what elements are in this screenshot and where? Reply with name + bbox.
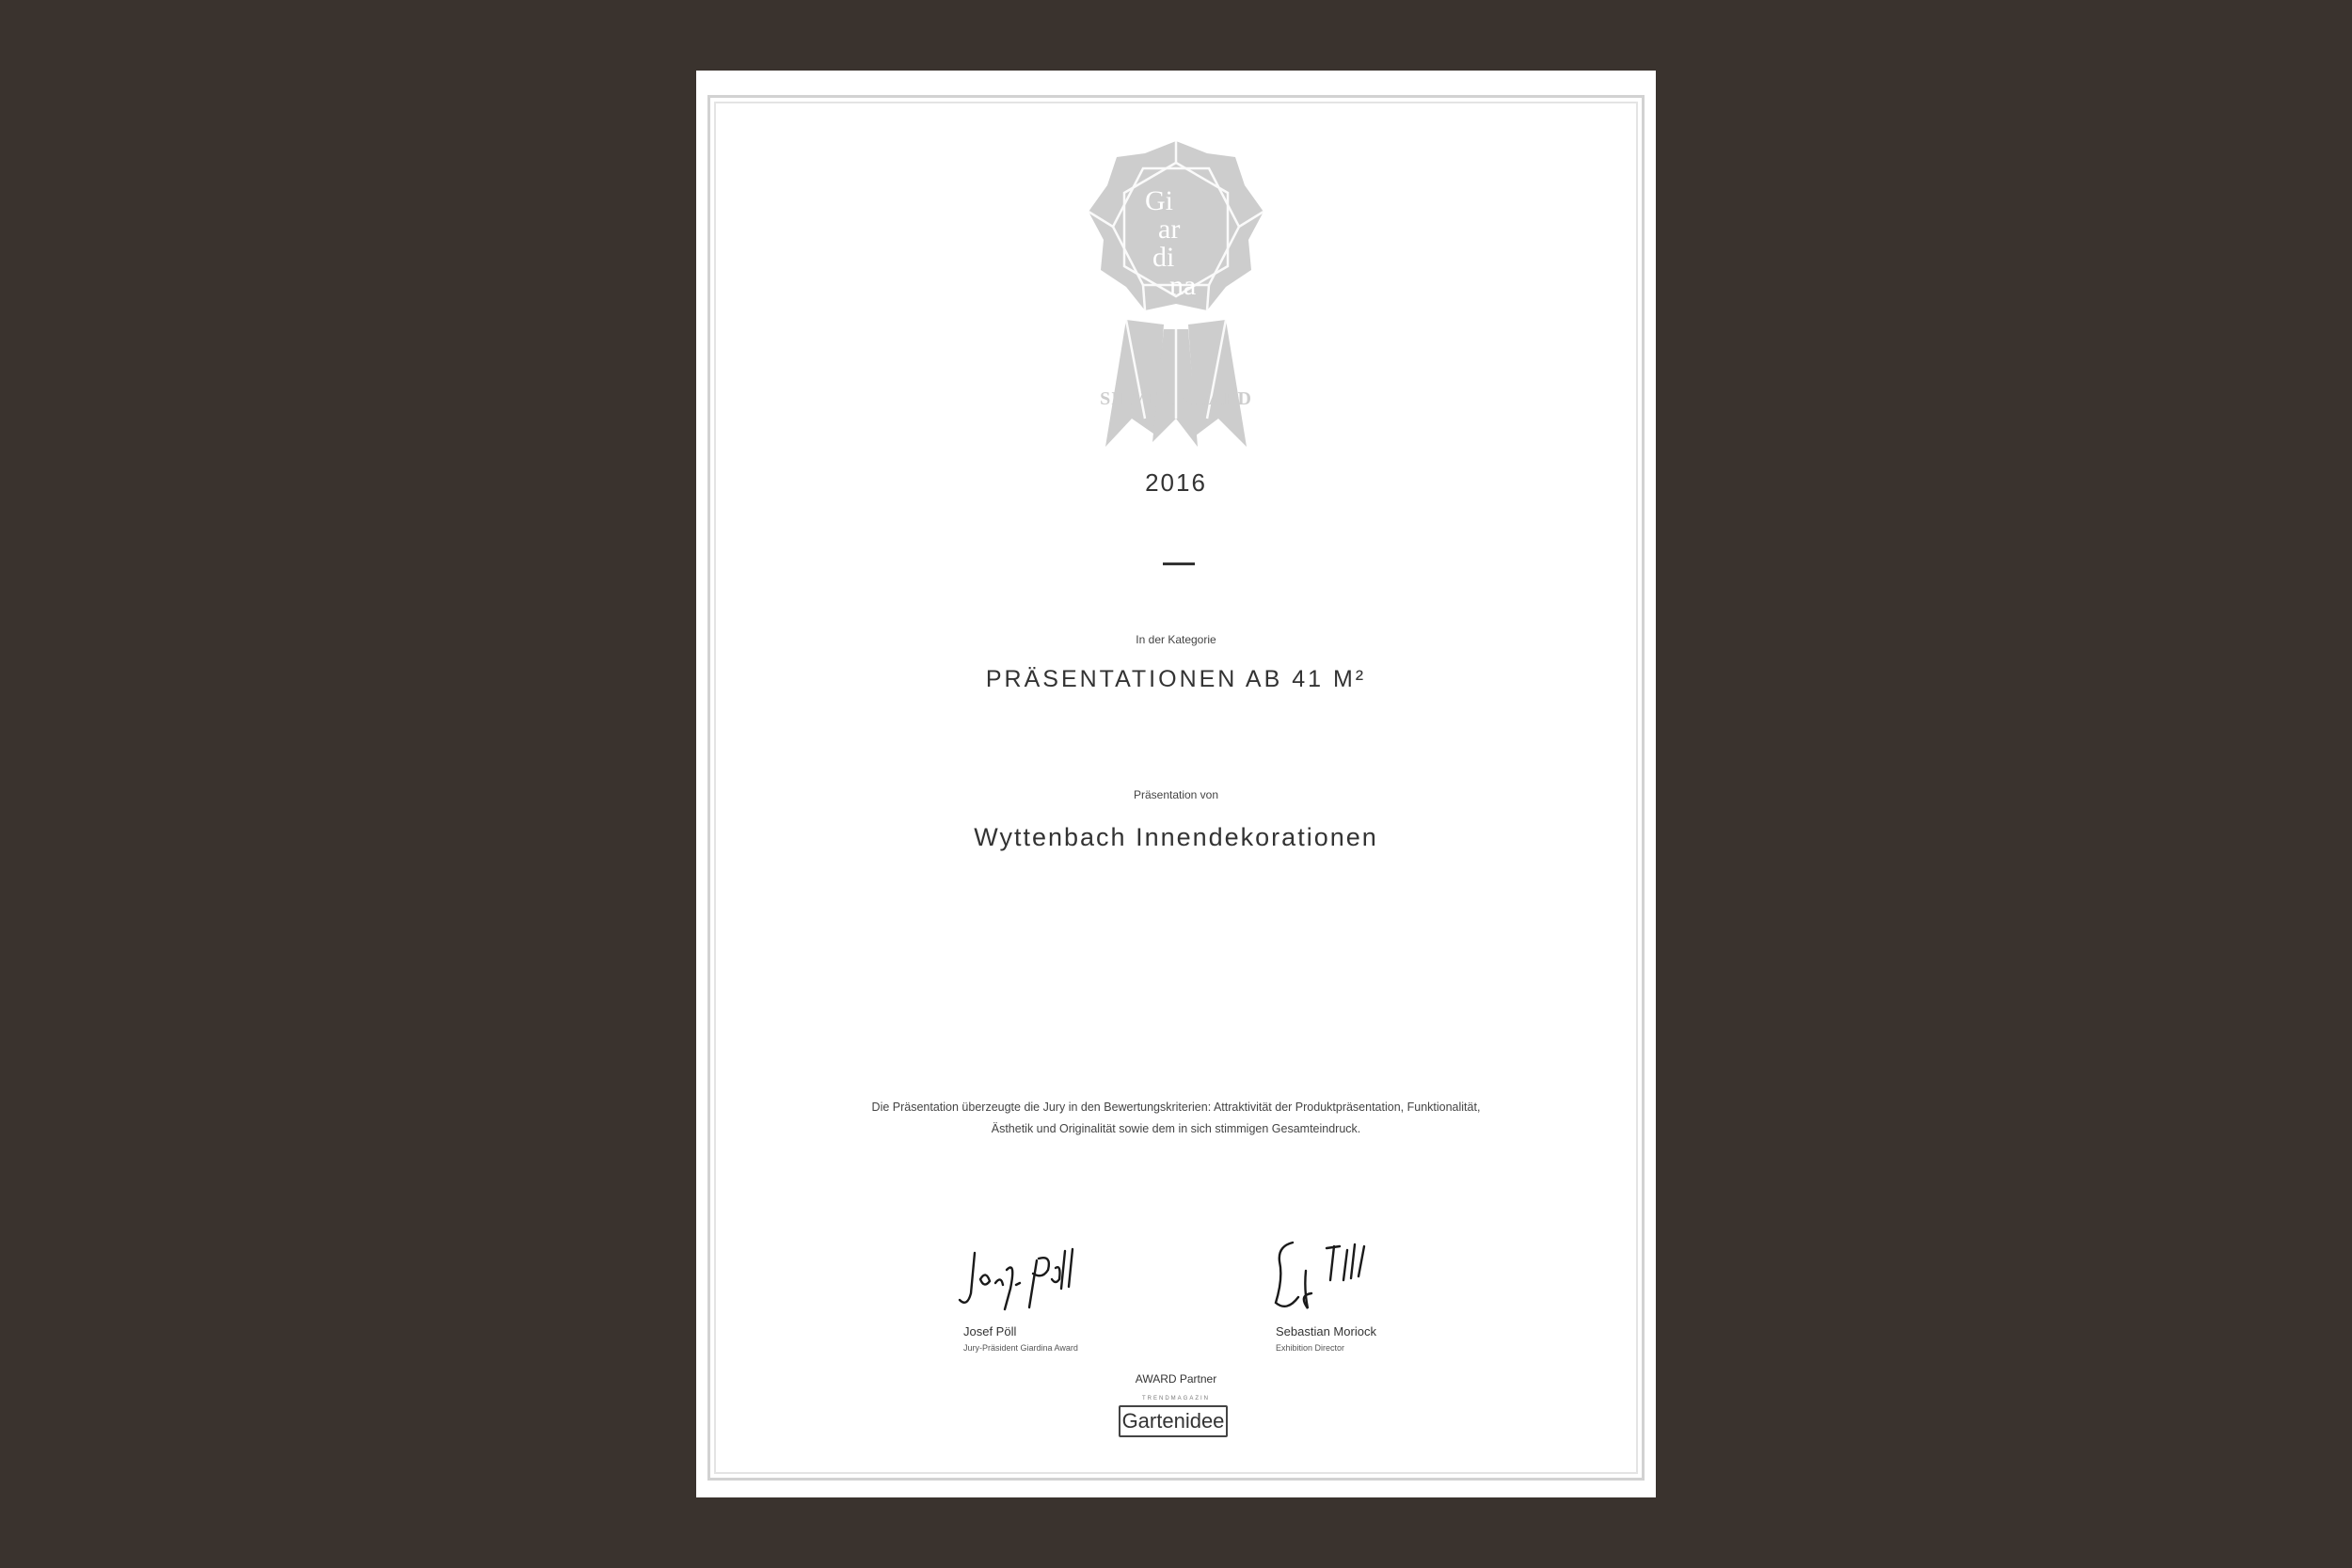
signatory-role-1: Jury-Präsident Giardina Award [963,1343,1078,1353]
gartenidee-logo: Gartenidee [1119,1405,1228,1437]
partner-tagline: TRENDMAGAZIN [1142,1396,1210,1402]
jury-statement [696,1097,1656,1140]
seal-text-2: ar [1158,214,1181,245]
seal-text-1: Gi [1145,185,1173,216]
jury-statement-line-1: Die Präsentation überzeugte die Jury in den Bewertungskriterien: Attraktivität der Produktpräsentation, Funktionalität, [871,1101,1481,1114]
seal-text-4: na [1169,270,1197,301]
divider [1163,562,1195,565]
signatory-role-2: Exhibition Director [1276,1343,1345,1353]
handwritten-signature-2-icon [1270,1237,1392,1312]
signatory-name-2: Sebastian Moriock [1276,1324,1376,1338]
presenter-lead: Präsentation von [1133,788,1219,801]
presenter-name: Wyttenbach Innendekorationen [974,823,1378,851]
handwritten-signature-1-icon [958,1242,1080,1317]
category-lead: In der Kategorie [1136,633,1216,646]
jury-statement-line-2: Ästhetik und Originalität sowie dem in sich stimmigen Gesamteindruck. [991,1122,1361,1135]
award-label: SILVER AWARD [1100,388,1252,409]
certificate [696,71,1656,1497]
award-year: 2016 [1145,468,1207,497]
seal-text-3: di [1152,242,1175,273]
signatory-name-1: Josef Pöll [963,1324,1017,1338]
partner-label: AWARD Partner [1135,1372,1217,1386]
category-name: PRÄSENTATIONEN AB 41 M² [985,666,1367,692]
